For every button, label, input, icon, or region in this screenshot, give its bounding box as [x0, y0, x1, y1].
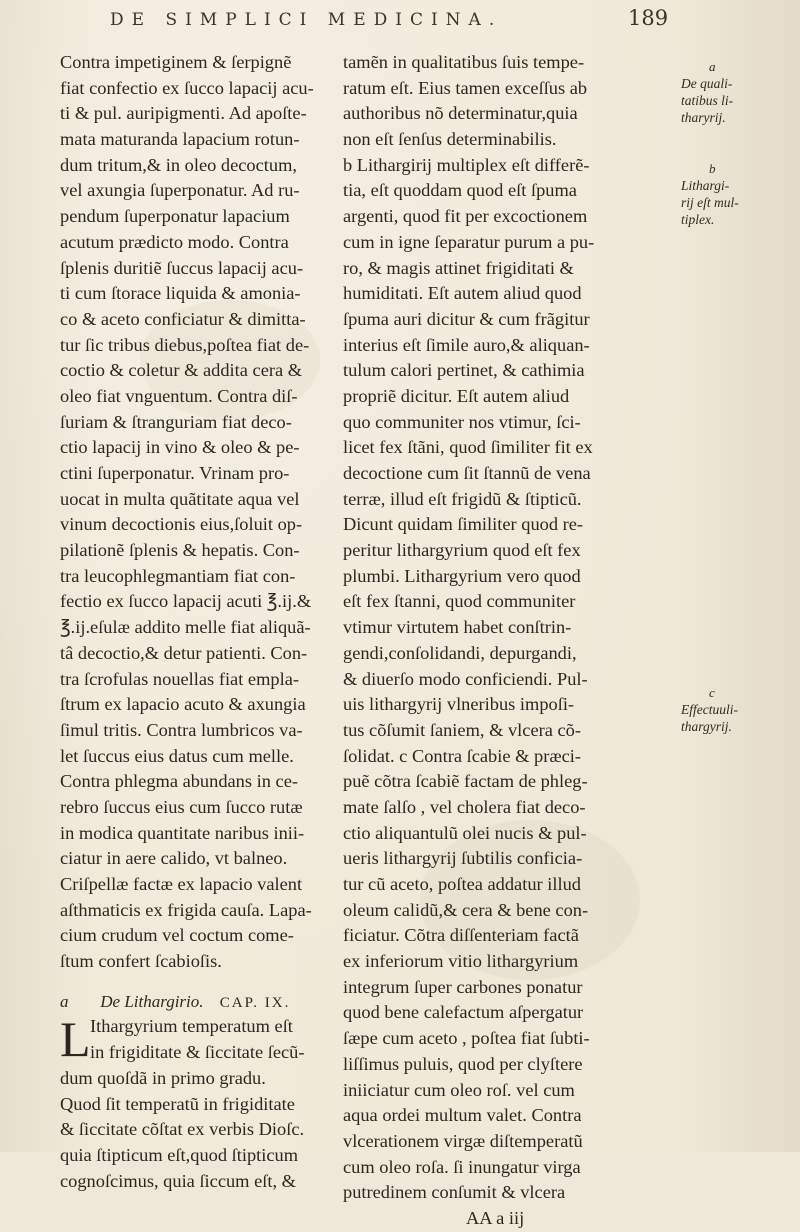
- text-line: ſplenis duritiẽ ſuccus lapacij acu-: [60, 257, 304, 278]
- text-line: tur cũ aceto, poſtea addatur illud: [343, 874, 581, 894]
- text-line: uis lithargyrij vlneribus impoſi-: [343, 694, 575, 715]
- running-head: DE SIMPLICI MEDICINA.: [110, 10, 503, 30]
- text-line: vlcerationem virgæ diſtemperatũ: [343, 1130, 583, 1151]
- text-line: terræ, illud eſt frigidũ & ſtipticũ.: [343, 488, 582, 509]
- text-line: ctini ſuperponatur. Vrinam pro-: [60, 463, 290, 483]
- catchword-signature: AA a iij: [466, 1207, 525, 1228]
- text-line: argenti, quod fit per excoctionem: [343, 206, 588, 227]
- text-line: humiditati. Eſt autem aliud quod: [343, 283, 582, 304]
- text-line: in frigiditate & ſiccitate ſecũ-: [90, 1042, 305, 1063]
- chapter-body: [60, 1011, 328, 1194]
- margin-note-text: De quali- tatibus li- tharyrij.: [681, 76, 734, 125]
- text-line: tâ decoctio,& detur patienti. Con-: [60, 642, 308, 663]
- text-line: peritur lithargyrium quod eſt fex: [343, 540, 581, 561]
- text-line: rebro ſuccus eius cum ſucco rutæ: [60, 796, 303, 817]
- text-line: ficiatur. Cõtra diſſenteriam factã: [343, 925, 579, 946]
- text-line: mata maturanda lapacium rotun-: [60, 129, 300, 150]
- text-line: oleum calidũ,& cera & bene con-: [343, 899, 589, 920]
- text-line: puẽ cõtra ſcabiẽ factam de phleg-: [343, 771, 588, 792]
- text-line: quod bene calefactum aſpergatur: [343, 1002, 584, 1023]
- chapter-heading: [60, 989, 328, 1015]
- text-line: interius eſt ſimile auro,& aliquan-: [343, 334, 590, 355]
- left-column: [60, 50, 328, 1194]
- text-line: ueris lithargyrij ſubtilis conficia-: [343, 848, 583, 869]
- text-line: Contra impetiginem & ſerpignẽ: [60, 52, 292, 72]
- text-line: fiat confectio ex ſucco lapacij acu-: [60, 77, 314, 98]
- text-line: tra ſcrofulas nouellas fiat empla-: [60, 668, 299, 689]
- text-line: integrum ſuper carbones ponatur: [343, 976, 583, 997]
- text-line: mate ſalſo , vel cholera fiat deco-: [343, 796, 586, 817]
- text-line: in modica quantitate naribus inii-: [60, 822, 305, 843]
- text-line: ratum eſt. Eius tamen exceſſus ab: [343, 77, 588, 98]
- text-line: authoribus nõ determinatur,quia: [343, 103, 578, 124]
- text-line: gendi,conſolidandi, depurgandi,: [343, 642, 577, 663]
- chapter-title: De Lithargirio.: [100, 991, 204, 1011]
- text-line: propriẽ dicitur. Eſt autem aliud: [343, 385, 570, 406]
- margin-note-key: a: [709, 59, 716, 74]
- text-line: & ſiccitate cõſtat ex verbis Dioſc.: [60, 1119, 305, 1140]
- margin-note: [681, 684, 791, 735]
- text-line: ciatur in aere calido, vt balneo.: [60, 848, 288, 869]
- text-line: tia, eſt quoddam quod eſt ſpuma: [343, 180, 577, 201]
- text-line: Criſpellæ factæ ex lapacio valent: [60, 874, 303, 894]
- text-line: cognoſcimus, quia ſiccum eſt, &: [60, 1170, 296, 1191]
- margin-note: [681, 58, 791, 126]
- text-line: quo communiter nos vtimur, ſci-: [343, 411, 581, 432]
- text-line: ti & pul. auripigmenti. Ad apoſte-: [60, 103, 307, 124]
- text-line: vtimur virtutem habet conſtrin-: [343, 617, 572, 638]
- text-line: ſtum confert ſcabioſis.: [60, 951, 222, 972]
- text-line: aſthmaticis ex frigida cauſa. Lapa-: [60, 899, 312, 920]
- text-line: aqua ordei multum valet. Contra: [343, 1105, 582, 1126]
- text-line: pendum ſuperponatur lapacium: [60, 206, 290, 227]
- text-line: cum in igne ſeparatur purum a pu-: [343, 231, 595, 252]
- text-line: vinum decoctionis eius,ſoluit op-: [60, 514, 303, 535]
- text-line: ſæpe cum aceto , poſtea fiat ſubti-: [343, 1028, 590, 1049]
- margin-note-text: Lithargi- rij eſt mul- tiplex.: [681, 178, 739, 227]
- text-line: licet fex ſtãni, quod ſimiliter fit ex: [343, 437, 593, 458]
- text-line: cium crudum vel coctum come-: [60, 925, 294, 946]
- margin-note-text: Effectuuli- thargyrij.: [681, 702, 738, 734]
- text-line: dum tritum,& in oleo decoctum,: [60, 154, 297, 175]
- text-line: tus cõſumit ſaniem, & vlcera cõ-: [343, 719, 581, 740]
- text-line: ſpuma auri dicitur & cum frãgitur: [343, 308, 590, 329]
- margin-note-key: b: [709, 161, 716, 176]
- text-line: non eſt ſenſus determinabilis.: [343, 129, 557, 150]
- text-line: eſt fex ſtanni, quod communiter: [343, 591, 576, 612]
- text-line: pilationẽ ſplenis & hepatis. Con-: [60, 540, 300, 561]
- text-line: dum quoſdã in primo gradu.: [60, 1067, 266, 1088]
- text-line: Dicunt quidam ſimiliter quod re-: [343, 514, 584, 535]
- chapter-note-key: a: [60, 991, 69, 1011]
- text-line: ctio aliquantulũ olei nucis & pul-: [343, 822, 587, 843]
- section-gap: [60, 975, 328, 989]
- text-line: tulum calori pertinet, & cathimia: [343, 360, 585, 381]
- text-line: tur ſic tribus diebus,poſtea fiat de-: [60, 334, 310, 355]
- text-line: Ithargyrium temperatum eſt: [90, 1016, 293, 1037]
- text-line: cum oleo roſa. ſi inungatur virga: [343, 1156, 581, 1177]
- text-line: ex inferiorum vitio lithargyrium: [343, 951, 579, 972]
- text-line: decoctione cum ſit ſtannũ de vena: [343, 463, 591, 483]
- text-line: ſuriam & ſtranguriam fiat deco-: [60, 411, 292, 432]
- text-line: putredinem conſumit & vlcera: [343, 1182, 566, 1203]
- text-line: ℥.ij.eſulæ addito melle fiat aliquã-: [60, 617, 311, 638]
- text-line: quia ſtipticum eſt,quod ſtipticum: [60, 1144, 299, 1165]
- text-line: iniiciatur cum oleo roſ. vel cum: [343, 1079, 575, 1100]
- text-line: oleo fiat vnguentum. Contra diſ-: [60, 385, 298, 406]
- text-line: ſimul tritis. Contra lumbricos va-: [60, 719, 303, 740]
- drop-initial: L: [60, 1011, 91, 1068]
- text-line: uocat in multa quãtitate aqua vel: [60, 488, 300, 509]
- text-line: & diuerſo modo conficiendi. Pul-: [343, 668, 588, 689]
- text-line: ro, & magis attinet frigiditati &: [343, 257, 574, 278]
- margin-note: [681, 160, 791, 228]
- margin-note-key: c: [709, 685, 715, 700]
- page-number: 189: [628, 6, 669, 30]
- text-line: let ſuccus eius datus cum melle.: [60, 745, 294, 766]
- text-line: acutum prædicto modo. Contra: [60, 231, 289, 252]
- text-line: tamẽn in qualitatibus ſuis tempe-: [343, 52, 585, 72]
- text-line: Quod ſit temperatũ in frigiditate: [60, 1093, 295, 1114]
- text-line: coctio & coletur & addita cera &: [60, 360, 303, 381]
- text-line: ſolidat. c Contra ſcabie & præci-: [343, 745, 581, 766]
- text-line: plumbi. Lithargyrium vero quod: [343, 565, 581, 586]
- text-line: liſſimus puluis, quod per clyſtere: [343, 1053, 583, 1074]
- text-line: tra leucophlegmantiam fiat con-: [60, 565, 296, 586]
- text-line: vel axungia ſuperponatur. Ad ru-: [60, 180, 300, 201]
- text-line: Contra phlegma abundans in ce-: [60, 771, 298, 792]
- text-line: ſtrum ex lapacio acuto & axungia: [60, 694, 306, 715]
- text-line: ti cum ſtorace liquida & amonia-: [60, 283, 301, 304]
- text-line: fectio ex ſucco lapacij acuti ℥.ij.&: [60, 591, 312, 612]
- text-line: co & aceto conficiatur & dimitta-: [60, 308, 306, 329]
- chapter-number: CAP. IX.: [219, 994, 291, 1011]
- text-line: ctio lapacij in vino & oleo & pe-: [60, 437, 300, 458]
- right-column: [343, 50, 671, 1232]
- text-line: b Lithargirij multiplex eſt differẽ-: [343, 154, 590, 175]
